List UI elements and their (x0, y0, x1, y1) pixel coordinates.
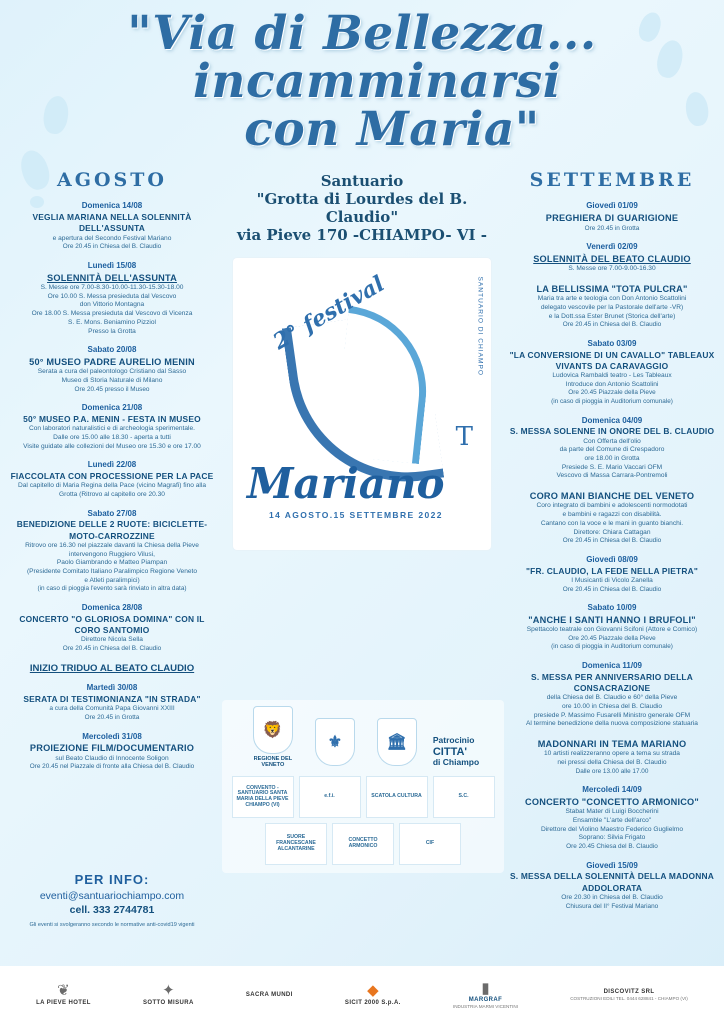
logo-festival-text: 2° festival (268, 270, 389, 356)
event-date: Sabato 20/08 (87, 345, 137, 355)
event-entry (8, 509, 216, 594)
footer-sponsor (453, 981, 518, 1009)
sponsor-mark-icon: ◆ (367, 982, 379, 1000)
sponsor-logo: e.f.i. (299, 776, 361, 818)
event-name: CONCERTO "CONCETTO ARMONICO" (525, 797, 699, 808)
patrons-block (222, 700, 504, 873)
sponsor-subtitle: COSTRUZIONI EDILI TEL. 0444 628841 - CHIAMPO (VI) (570, 995, 688, 1001)
sponsor-name: SACRA MUNDI (245, 991, 293, 998)
event-entry (508, 283, 716, 330)
fleur-crest-icon: ⚜ (315, 718, 355, 766)
sponsor-name: SICIT 2000 S.p.A. (344, 999, 401, 1006)
event-details: Maria tra arte e teologia con Don Antonio Scattolini delegato vescovile per la Pastorale dell'arte -VR) e la Dott.ssa Ester Brunet (Storica dell'arte) (537, 295, 687, 320)
footer-sponsor-bar (0, 966, 724, 1024)
event-details: Con laboratori naturalistici e di archeologia sperimentale. Dalle ore 15.00 alle 18.30 - aperta a tutti Visite guidate alle collezioni del Museo ore 15.30 e ore 17.00 (23, 425, 201, 450)
event-name: "ANCHE I SANTI HANNO I BRUFOLI" (528, 614, 696, 625)
event-name: S. MESSA PER ANNIVERSARIO DELLA CONSACRAZIONE (531, 671, 693, 693)
center-block (228, 172, 496, 550)
tower-crest-icon: 🏛 (377, 718, 417, 766)
schedule-column-august (8, 168, 216, 781)
event-name: VEGLIA MARIANA NELLA SOLENNITÀ DELL'ASSUNTA (32, 212, 192, 234)
sponsor-logo: CONVENTO - SANTUARIO SANTA MARIA DELLA PIEVE CHIAMPO (VI) (232, 776, 294, 818)
event-details: Spettacolo teatrale con Giovanni Scifoni (Attore e Comico) (526, 626, 698, 634)
sanctuary-address (228, 172, 496, 244)
event-entry (8, 683, 216, 722)
event-details: Dal capitello di Maria Regina della Pace (vicino Magrafi) fino alla Grotta (Ritrovo al capitello ore 20.30 (17, 482, 206, 498)
event-name: 50° MUSEO PADRE AURELIO MENIN (29, 356, 195, 367)
event-name: SERATA DI TESTIMONIANZA "IN STRADA" (23, 694, 201, 705)
event-details: Ludovica Rambaldi teatro - Les Tableaux Introduce don Antonio Scattolini (552, 372, 672, 388)
footer-sponsor (143, 983, 194, 1006)
crest-provincia (309, 718, 361, 768)
event-date: Giovedì 15/09 (586, 860, 638, 870)
event-name: LA BELLISSIMA "TOTA PULCRA" (536, 283, 688, 294)
event-date: Sabato 10/09 (587, 603, 637, 613)
august-event-list (8, 201, 216, 653)
sponsor-name: MARGRAF (468, 997, 503, 1004)
event-details: a cura della Comunità Papa Giovanni XXIII (49, 705, 175, 713)
event-time-place: Ore 20.45 in Grotta (584, 224, 640, 232)
event-time-place: Ore 20.45 Piazzale della Pieve (in caso di pioggia in Auditorium comunale) (551, 389, 673, 406)
triduo-heading: INIZIO TRIDUO AL BEATO CLAUDIO (29, 662, 195, 674)
event-entry (8, 345, 216, 394)
event-entry (508, 661, 716, 729)
event-name: FIACCOLATA CON PROCESSIONE PER LA PACE (10, 471, 214, 482)
event-name: PROIEZIONE FILM/DOCUMENTARIO (29, 743, 195, 754)
logo-arc-text: SANTUARIO DI CHIAMPO (476, 276, 483, 376)
sanctuary-line-2: "Grotta di Lourdes del B. Claudio" (256, 190, 468, 226)
event-date: Martedì 30/08 (86, 683, 138, 693)
festival-logo (233, 258, 491, 550)
event-entry (508, 603, 716, 652)
sponsor-mark-icon: ✦ (162, 982, 175, 1000)
event-details: S. Messe ore 7.00-8.30-10.00-11.30-15.30-18.00 Ore 10.00 S. Messa presieduta dal Vescovo don Vittorio Montagna Ore 18.00 S. Messa presieduta dal Vescovo di Vicenza S. E. Mons. Beniamino Pizziol Presso la Grotta (31, 284, 193, 335)
crest-comune (371, 718, 423, 768)
event-details: sul Beato Claudio di Innocente Soligon (55, 754, 169, 762)
event-entry (8, 460, 216, 499)
event-date: Mercoledì 14/09 (582, 785, 642, 795)
event-time-place: Dalle ore 13.00 alle 17.00 (575, 767, 649, 775)
title-line-2: incamminarsi (192, 53, 562, 109)
event-entry (508, 785, 716, 851)
event-date: Giovedì 08/09 (586, 554, 638, 564)
tau-cross-icon: T (455, 422, 473, 452)
august-event-list-2 (8, 683, 216, 772)
event-name: MADONNARI IN TEMA MARIANO (537, 739, 687, 750)
event-name: CORO MANI BIANCHE DEL VENETO (529, 491, 695, 502)
event-time-place: Ore 20.45 in Grotta (84, 714, 140, 722)
event-name: CONCERTO "O GLORIOSA DOMINA" CON IL CORO SANTOMIO (19, 613, 205, 635)
event-date: Lunedì 15/08 (87, 260, 137, 270)
event-date: Lunedì 22/08 (87, 460, 137, 470)
patrocinio-line-3: di Chiampo (432, 757, 480, 768)
event-entry (508, 490, 716, 546)
event-time-place: Ore 20.45 nel Piazzale di fronte alla Chiesa del B. Claudio (29, 763, 195, 771)
event-date: Sabato 03/09 (587, 338, 637, 348)
event-date: Domenica 28/08 (81, 603, 143, 613)
info-email[interactable]: eventi@santuariochiampo.com (39, 890, 185, 902)
event-entry (508, 339, 716, 407)
event-time-place: Ore 20.45 Piazzale della Pieve (in caso di pioggia in Auditorium comunale) (551, 634, 673, 651)
event-details: Con Offerta dell'olio da parte del Comune di Crespadoro ore 18.00 in Grotta Presiede S. E. Mario Vaccari OFM Vescovo di Massa Carrara-Pontremoli (556, 437, 668, 480)
sponsor-logo: CIF (399, 823, 461, 865)
crest-regione-veneto (247, 706, 299, 768)
event-name: BENEDIZIONE DELLE 2 RUOTE: BICICLETTE-MOTO-CARROZZINE (16, 519, 208, 541)
sponsor-logo: CONCETTO ARMONICO (332, 823, 394, 865)
month-heading-september: SETTEMBRE (529, 169, 695, 191)
patrocinio-text (433, 736, 479, 768)
logo-dates-text: 14 AGOSTO.15 SETTEMBRE 2022 (269, 510, 443, 520)
logo-mariano-text: Mariano (247, 459, 445, 508)
patrocinio-line-2: CITTA' (432, 745, 468, 758)
event-details: Ritrovo ore 16.30 nel piazzale davanti la Chiesa della Pieve intervengono Ruggiero Vilusi, Paolo Giambrando e Matteo Piampan (Presidente Comitato Italiano Paralimpico Regione Veneto e Atleti paralimpici) (25, 541, 199, 584)
footer-sponsor (246, 992, 293, 999)
title-line-1: "Via di Bellezza... (127, 6, 597, 61)
event-details: 10 artisti realizzeranno opere a tema su strada nei pressi della Chiesa del B. Claudio (544, 750, 680, 767)
event-entry (508, 861, 716, 912)
crest-row (228, 706, 498, 768)
crest-label: REGIONE DEL VENETO (253, 756, 293, 768)
event-date: Venerdì 02/09 (586, 242, 638, 252)
event-name: "FR. CLAUDIO, LA FEDE NELLA PIETRA" (525, 565, 699, 576)
event-time-place: (in caso di pioggia l'evento sarà rinviato in altra data) (37, 585, 187, 593)
event-entry (508, 738, 716, 776)
event-time-place: Ore 20.45 in Chiesa del B. Claudio (562, 537, 662, 545)
footer-sponsor (570, 989, 688, 1001)
event-date: Domenica 14/08 (81, 201, 143, 211)
poster-title (0, 6, 724, 157)
event-time-place: Ore 20.45 Chiesa del B. Claudio (566, 843, 658, 851)
event-entry (8, 732, 216, 772)
event-entry (508, 555, 716, 594)
event-time-place: Ore 20.45 in Chiesa del B. Claudio (562, 321, 662, 329)
event-time-place: Ore 20.45 in Chiesa del B. Claudio (562, 585, 662, 593)
schedule-column-september (508, 168, 716, 920)
event-date: Giovedì 01/09 (586, 201, 638, 211)
sponsor-logo-grid (228, 776, 498, 865)
event-name: SOLENNITÀ DEL BEATO CLAUDIO (533, 253, 691, 264)
event-time-place: Chiusura del II° Festival Mariano (565, 902, 659, 910)
patrocinio-line-1: Patrocinio (432, 734, 475, 745)
event-name: S. MESSA DELLA SOLENNITÀ DELLA MADONNA ADDOLORATA (510, 871, 714, 893)
footer-sponsor (345, 983, 401, 1006)
event-entry (8, 261, 216, 336)
event-date: Sabato 27/08 (87, 508, 137, 518)
event-entry (8, 603, 216, 654)
sponsor-mark-icon: ❦ (57, 982, 70, 1000)
sponsor-name: SOTTO MISURA (143, 999, 194, 1006)
event-name: SOLENNITÀ DELL'ASSUNTA (47, 272, 177, 283)
info-heading: PER INFO: (74, 872, 150, 887)
event-entry (8, 403, 216, 451)
title-line-3: con Maria" (244, 101, 540, 157)
sponsor-name: DISCOVITZ SRL (603, 989, 655, 996)
event-details: S. Messe ore 7.00-9.00-16.30 (568, 265, 656, 273)
info-phone[interactable]: cell. 333 2744781 (69, 904, 155, 916)
event-name: 50° MUSEO P.A. MENIN - FESTA IN MUSEO (23, 413, 201, 424)
month-heading-august: AGOSTO (57, 169, 167, 191)
event-date: Domenica 11/09 (581, 660, 643, 670)
event-date: Domenica 04/09 (581, 415, 643, 425)
event-time-place: Ore 20.45 presso il Museo (74, 385, 150, 393)
event-entry (8, 201, 216, 252)
sponsor-logo: SCATOLA CULTURA (366, 776, 428, 818)
event-name: PREGHIERA DI GUARIGIONE (545, 213, 679, 224)
september-event-list (508, 201, 716, 911)
event-details: I Musicanti di Vicolo Zanella (571, 576, 653, 584)
sponsor-logo: S.C. (433, 776, 495, 818)
event-details: Serata a cura del paleontologo Cristiano dal Sasso Museo di Storia Naturale di Milano (37, 368, 187, 384)
event-time-place: Ore 20.45 in Chiesa del B. Claudio (62, 243, 162, 251)
event-date: Mercoledì 31/08 (82, 731, 142, 741)
sponsor-logo: SUORE FRANCESCANE ALCANTARINE (265, 823, 327, 865)
event-details: della Chiesa del B. Claudio e 60° della Pieve ore 10.00 in Chiesa del B. Claudio presiede P. Massimo Fusarelli Ministro generale OFM Al termine benedizione della nuova composizione statuaria (526, 694, 698, 728)
lion-crest-icon: 🦁 (253, 706, 293, 754)
event-details: Stabat Mater di Luigi Boccherini Ensamble "L'arte dell'arco" Direttore del Violino Maestro Federico Guglielmo Soprano: Silvia Frigato (540, 808, 684, 842)
event-details: e apertura del Secondo Festival Mariano (52, 234, 172, 242)
event-date: Domenica 21/08 (81, 403, 143, 413)
event-details: Ore 20.30 in Chiesa del B. Claudio (561, 893, 663, 901)
event-name: "LA CONVERSIONE DI UN CAVALLO" TABLEAUX VIVANTS DA CARAVAGGIO (509, 349, 715, 371)
contact-info-block (14, 872, 210, 928)
sanctuary-line-1: Santuario (320, 172, 404, 190)
sanctuary-line-3: via Pieve 170 -CHIAMPO- VI - (237, 226, 487, 244)
event-entry (508, 242, 716, 274)
sponsor-mark-icon: ▮ (481, 979, 490, 997)
sponsor-name: LA PIEVE HOTEL (36, 999, 91, 1006)
event-details: Coro integrato di bambini e adolescenti normodotati e bambini e ragazzi con disabilità. Cantano con la voce e le mani in guanto bianchi. Direttore: Chiara Cattagan (536, 502, 688, 536)
sponsor-subtitle: INDUSTRIA MARMI VICENTINI (452, 1004, 519, 1010)
event-entry (508, 201, 716, 233)
event-entry (508, 416, 716, 481)
footer-sponsor (36, 983, 91, 1006)
event-name: S. MESSA SOLENNE IN ONORE DEL B. CLAUDIO (509, 426, 715, 437)
event-details: Direttore Nicola Sella (81, 636, 143, 644)
info-covid-note: Gli eventi si svolgeranno secondo le normative anti-covid19 vigenti (29, 922, 195, 928)
event-time-place: Ore 20.45 in Chiesa del B. Claudio (62, 644, 162, 652)
